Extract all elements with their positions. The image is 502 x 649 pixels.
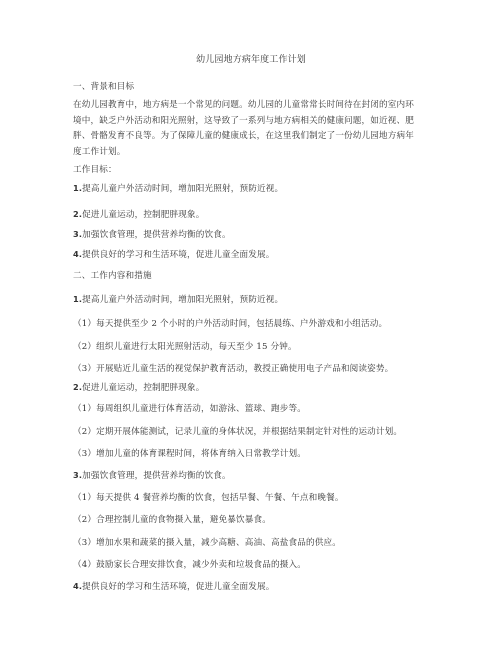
goal-text: 促进儿童运动，控制肥胖现象。 bbox=[82, 210, 205, 220]
measure-item: （2）合理控制儿童的食物摄入量，避免暴饮暴食。 bbox=[73, 515, 271, 525]
measure-item: （3）增加水果和蔬菜的摄入量，减少高糖、高油、高盐食品的供应。 bbox=[73, 538, 341, 548]
goal-item bbox=[73, 249, 274, 261]
measure-number: 1. bbox=[73, 294, 83, 304]
goal-number: 2. bbox=[73, 209, 83, 219]
goal-text: 提高儿童户外活动时间，增加阳光照射，预防近视。 bbox=[82, 184, 284, 194]
intro-paragraph-line: 境中，缺乏户外活动和阳光照射，这导致了一系列与地方病相关的健康问题，如近视、肥 bbox=[73, 116, 415, 126]
goal-number: 1. bbox=[73, 183, 83, 193]
measure-item: （1）每天提供至少 2 个小时的户外活动时间，包括晨练、户外游戏和小组活动。 bbox=[73, 319, 388, 329]
measure-heading bbox=[73, 294, 283, 306]
measure-heading bbox=[73, 382, 205, 394]
measure-heading-text: 提供良好的学习和生活环境，促进儿童全面发展。 bbox=[82, 582, 275, 592]
measure-heading-text: 提高儿童户外活动时间，增加阳光照射，预防近视。 bbox=[82, 295, 284, 305]
goal-text: 提供良好的学习和生活环境，促进儿童全面发展。 bbox=[82, 250, 275, 260]
measure-heading-text: 加强饮食管理，提供营养均衡的饮食。 bbox=[82, 471, 231, 481]
section-heading-measures: 二、工作内容和措施 bbox=[73, 271, 152, 281]
section-heading-background: 一、背景和目标 bbox=[73, 82, 135, 92]
intro-paragraph-line: 度工作计划。 bbox=[73, 147, 126, 157]
measure-item: （1）每周组织儿童进行体育活动，如游泳、篮球、跑步等。 bbox=[73, 404, 306, 414]
document-title: 幼儿园地方病年度工作计划 bbox=[196, 55, 306, 65]
goals-label: 工作目标： bbox=[73, 165, 117, 175]
measure-item: （2）定期开展体能测试，记录儿童的身体状况，并根据结果制定针对性的运动计划。 bbox=[73, 427, 403, 437]
measure-heading-text: 促进儿童运动，控制肥胖现象。 bbox=[82, 383, 205, 393]
measure-item: （4）鼓励家长合理安排饮食，减少外卖和垃圾食品的摄入。 bbox=[73, 560, 306, 570]
measure-number: 4. bbox=[73, 581, 83, 591]
goal-item bbox=[73, 183, 283, 195]
measure-item: （2）组织儿童进行太阳光照射活动，每天至少 15 分钟。 bbox=[73, 342, 297, 352]
measure-number: 3. bbox=[73, 470, 83, 480]
measure-heading bbox=[73, 470, 231, 482]
measure-heading bbox=[73, 581, 274, 593]
goal-number: 4. bbox=[73, 249, 83, 259]
intro-paragraph-line: 胖、骨骼发育不良等。为了保障儿童的健康成长，在这里我们制定了一份幼儿园地方病年 bbox=[73, 131, 415, 141]
goal-text: 加强饮食管理，提供营养均衡的饮食。 bbox=[82, 230, 231, 240]
goal-number: 3. bbox=[73, 229, 83, 239]
measure-item: （1）每天提供 4 餐营养均衡的饮食，包括早餐、午餐、午点和晚餐。 bbox=[73, 493, 344, 503]
measure-number: 2. bbox=[73, 382, 83, 392]
goal-item bbox=[73, 229, 231, 241]
measure-item: （3）增加儿童的体育课程时间，将体育纳入日常教学计划。 bbox=[73, 449, 306, 459]
intro-paragraph-line: 在幼儿园教育中，地方病是一个常见的问题。幼儿园的儿童常常长时间待在封闭的室内环 bbox=[73, 100, 415, 110]
measure-item: （3）开展贴近儿童生活的视觉保护教育活动，教授正确使用电子产品和阅读姿势。 bbox=[73, 364, 394, 374]
goal-item bbox=[73, 209, 205, 221]
